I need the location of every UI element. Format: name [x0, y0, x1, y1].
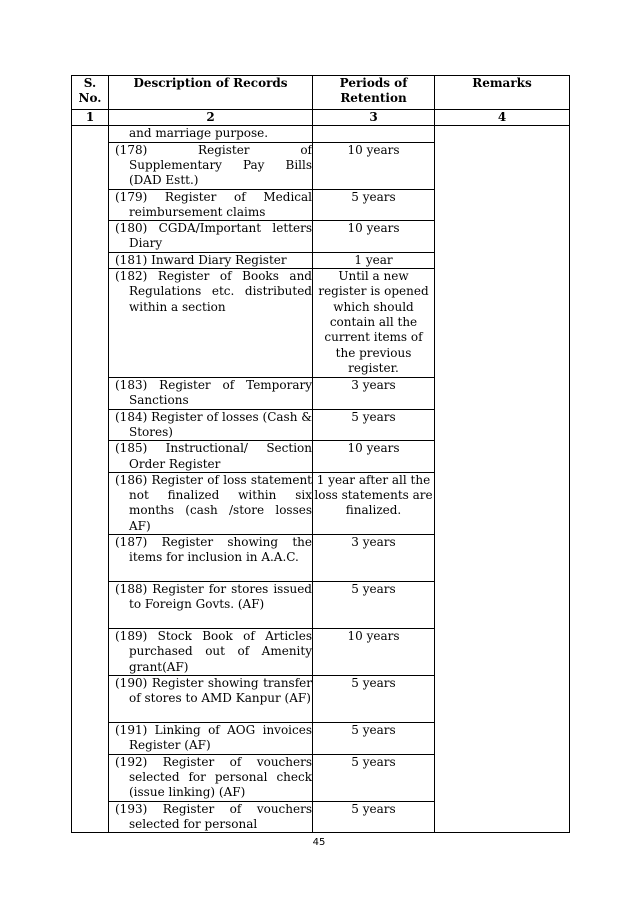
record-description: and marriage purpose.	[109, 126, 313, 142]
page-number: 45	[312, 837, 326, 848]
column-number: 4	[435, 110, 570, 126]
retention-period: 1 year after all the loss statements are finalized.	[313, 472, 435, 534]
header-retention: Periods of Retention	[313, 76, 435, 110]
record-description: (187) Register showing the items for inclusion in A.A.C.	[109, 535, 313, 582]
table-header-row	[72, 76, 570, 110]
retention-period	[313, 126, 435, 142]
column-number: 3	[313, 110, 435, 126]
retention-period: 3 years	[313, 378, 435, 410]
header-description: Description of Records	[109, 76, 313, 110]
record-description: (178) Register of Supplementary Pay Bills (DAD Estt.)	[109, 142, 313, 189]
retention-period: 5 years	[313, 676, 435, 723]
record-description: (193) Register of vouchers selected for personal	[109, 801, 313, 833]
retention-period: 5 years	[313, 582, 435, 629]
header-remarks: Remarks	[435, 76, 570, 110]
column-number: 2	[109, 110, 313, 126]
record-description: (182) Register of Books and Regulations etc. distributed within a section	[109, 269, 313, 378]
retention-period: 10 years	[313, 629, 435, 676]
retention-period: 1 year	[313, 252, 435, 268]
column-number: 1	[72, 110, 109, 126]
retention-period: Until a new register is opened which should contain all the current items of the previous register.	[313, 269, 435, 378]
table-row	[72, 126, 570, 142]
retention-period: 3 years	[313, 535, 435, 582]
retention-period: 5 years	[313, 801, 435, 833]
sno-cell	[72, 126, 109, 833]
record-description: (188) Register for stores issued to Foreign Govts. (AF)	[109, 582, 313, 629]
table-body	[72, 126, 570, 833]
record-description: (185) Instructional/ Section Order Register	[109, 441, 313, 473]
record-description: (183) Register of Temporary Sanctions	[109, 378, 313, 410]
record-description: (190) Register showing transfer of stores to AMD Kanpur (AF)	[109, 676, 313, 723]
retention-period: 5 years	[313, 723, 435, 755]
record-description: (189) Stock Book of Articles purchased out of Amenity grant(AF)	[109, 629, 313, 676]
record-description: (181) Inward Diary Register	[109, 252, 313, 268]
retention-period: 5 years	[313, 409, 435, 441]
retention-period: 5 years	[313, 189, 435, 221]
record-description: (186) Register of loss statement not finalized within six months (cash /store losses AF)	[109, 472, 313, 534]
record-description: (180) CGDA/Important letters Diary	[109, 221, 313, 253]
header-sno: S. No.	[72, 76, 109, 110]
record-description: (191) Linking of AOG invoices Register (AF)	[109, 723, 313, 755]
column-number-row	[72, 110, 570, 126]
record-description: (192) Register of vouchers selected for personal check (issue linking) (AF)	[109, 754, 313, 801]
records-retention-table	[71, 75, 570, 833]
record-description: (184) Register of losses (Cash & Stores)	[109, 409, 313, 441]
remarks-cell	[435, 126, 570, 833]
record-description: (179) Register of Medical reimbursement claims	[109, 189, 313, 221]
retention-period: 10 years	[313, 221, 435, 253]
retention-period: 10 years	[313, 441, 435, 473]
retention-period: 5 years	[313, 754, 435, 801]
retention-period: 10 years	[313, 142, 435, 189]
